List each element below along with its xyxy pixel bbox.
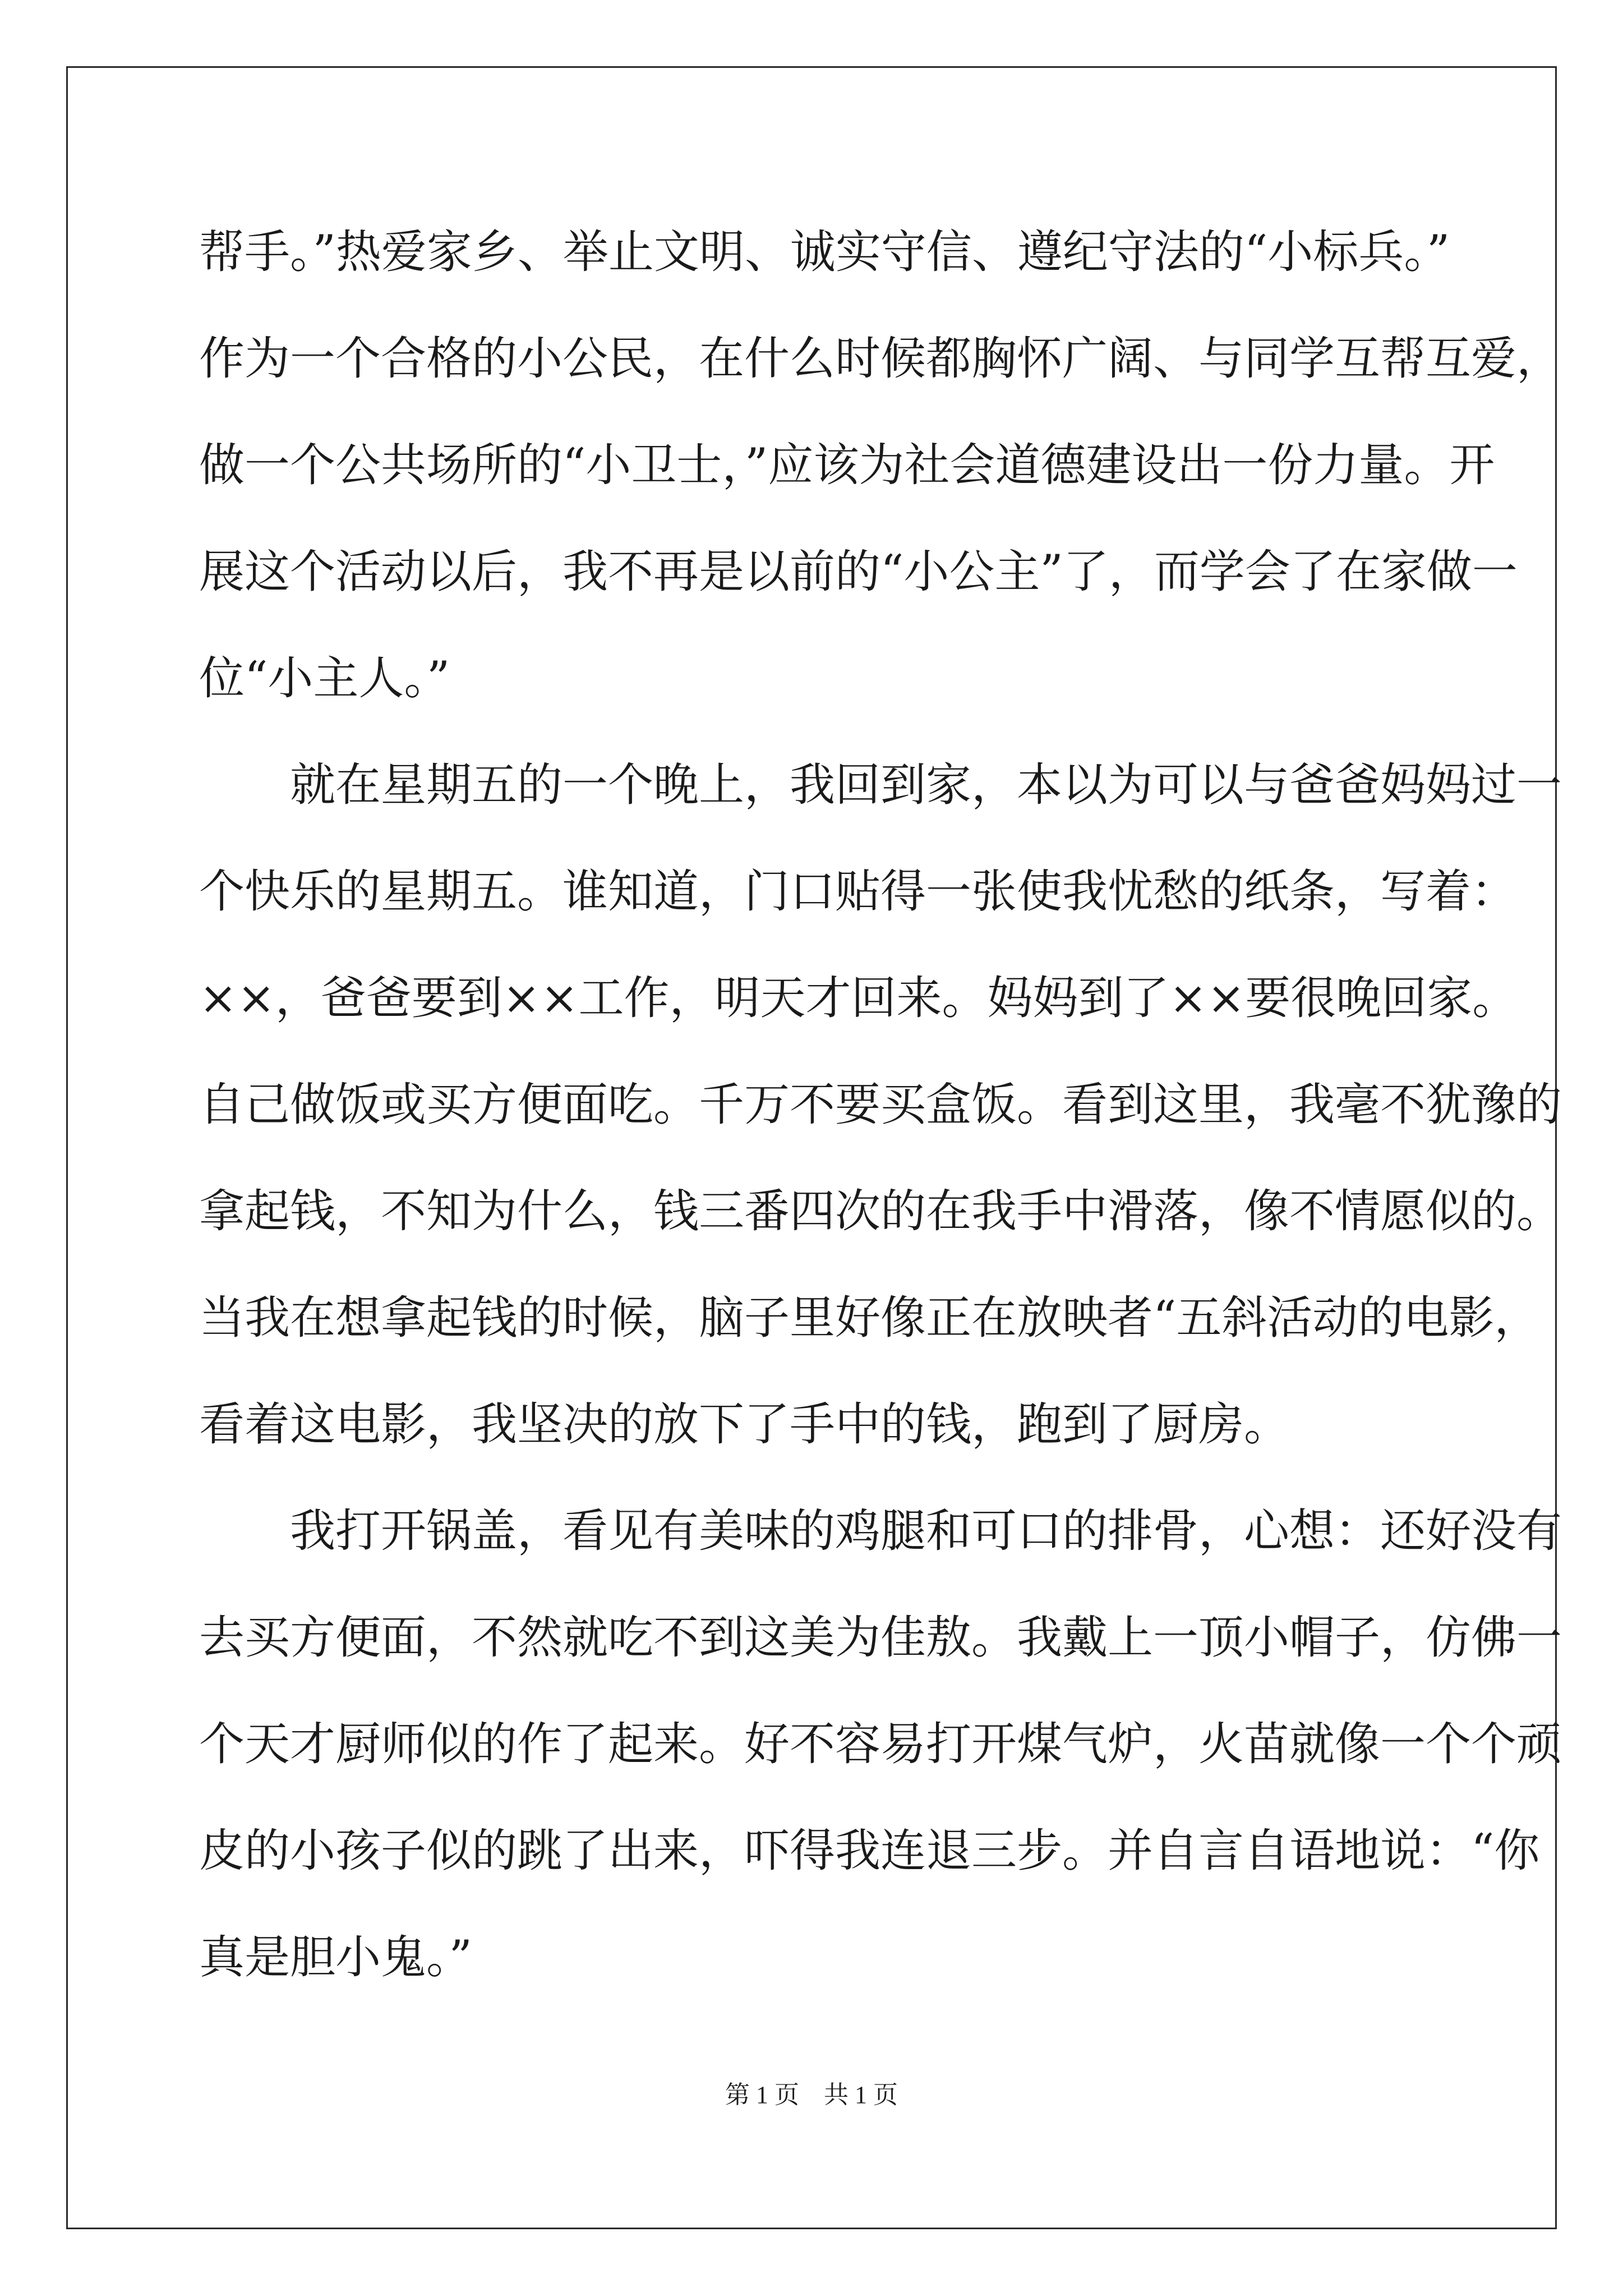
text-line: ××，爸爸要到××工作，明天才回来。妈妈到了××要很晚回家。 <box>199 972 1518 1025</box>
page-number-footer: 第 1 页 共 1 页 <box>725 2081 898 2109</box>
text-line: 帮手。”热爱家乡、举止文明、诚实守信、遵纪守法的“小标兵。” <box>199 226 1450 279</box>
text-line: 拿起钱，不知为什么，钱三番四次的在我手中滑落，像不情愿似的。 <box>199 1185 1562 1238</box>
text-line: 就在星期五的一个晚上，我回到家，本以为可以与爸爸妈妈过一 <box>199 759 1562 812</box>
text-line: 自己做饭或买方便面吃。千万不要买盒饭。看到这里，我毫不犹豫的 <box>199 1079 1562 1131</box>
text-line: 看着这电影，我坚决的放下了手中的钱，跑到了厨房。 <box>199 1398 1290 1451</box>
text-line: 当我在想拿起钱的时候，脑子里好像正在放映者“五斜活动的电影， <box>199 1292 1540 1345</box>
text-line: 作为一个合格的小公民，在什么时候都胸怀广阔、与同学互帮互爱， <box>199 333 1562 385</box>
text-line: 个天才厨师似的作了起来。好不容易打开煤气炉，火苗就像一个个顽 <box>199 1718 1562 1771</box>
document-body <box>199 199 1562 2011</box>
text-line: 个快乐的星期五。谁知道，门口贴得一张使我忧愁的纸条，写着： <box>199 866 1517 918</box>
text-line: 做一个公共场所的“小卫士，”应该为社会道德建设出一份力量。开 <box>199 439 1495 492</box>
text-line: 皮的小孩子似的跳了出来，吓得我连退三步。并自言自语地说：“你 <box>199 1825 1540 1878</box>
text-line: 我打开锅盖，看见有美味的鸡腿和可口的排骨，心想：还好没有 <box>199 1505 1562 1558</box>
text-line: 去买方便面，不然就吃不到这美为佳敖。我戴上一顶小帽子，仿佛一 <box>199 1612 1562 1664</box>
text-line: 展这个活动以后，我不再是以前的“小公主”了，而学会了在家做一 <box>199 546 1518 599</box>
text-line: 真是胆小鬼。” <box>199 1931 472 1984</box>
text-line: 位“小主人。” <box>199 652 450 705</box>
